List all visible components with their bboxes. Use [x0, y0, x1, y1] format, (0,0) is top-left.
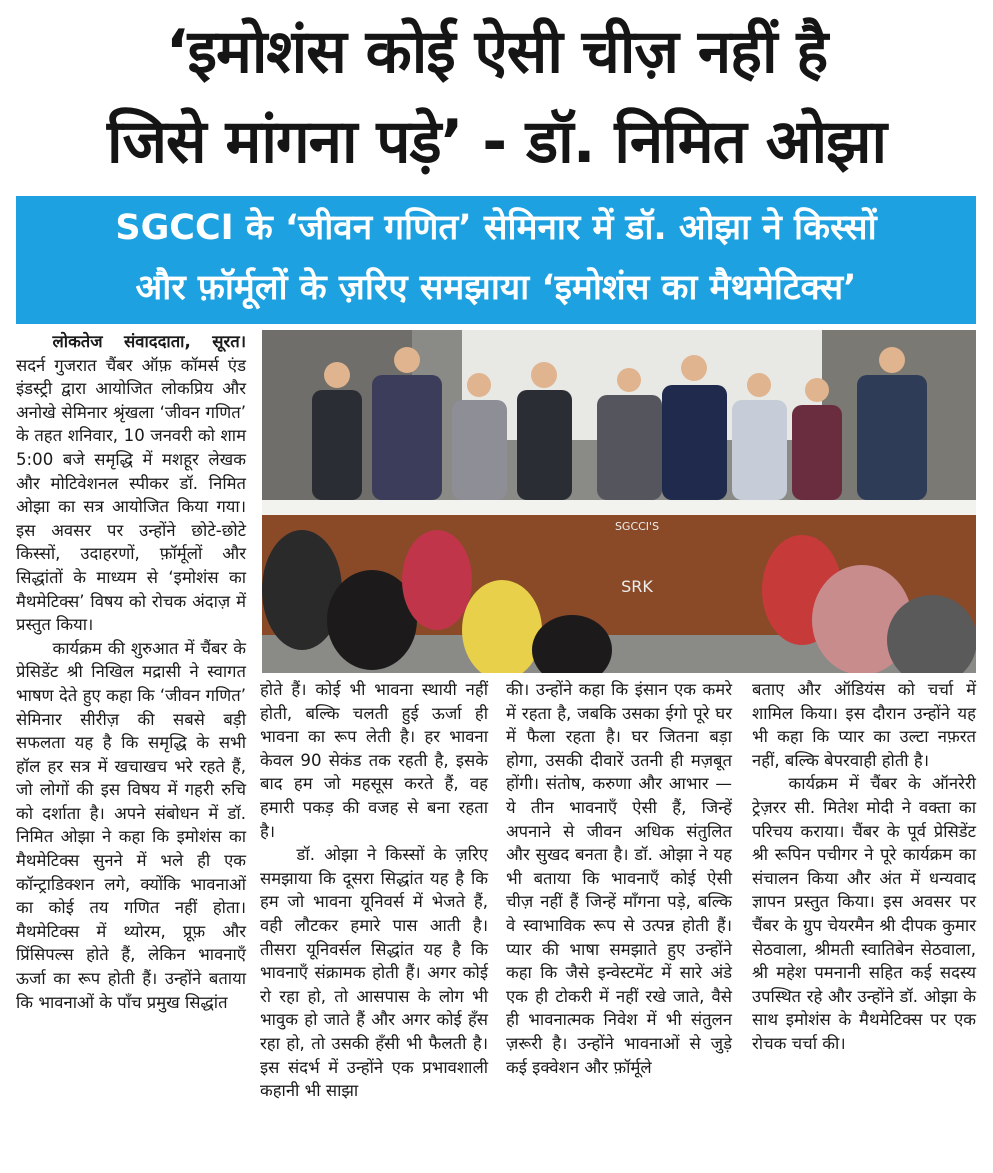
- paragraph: की। उन्होंने कहा कि इंसान एक कमरे में रहता है, जबकि उसका ईगो पूरे घर में फैला रहता है। घर जितना बड़ा होगा, उसकी दीवारें उतनी ही मज़बूत होंगी। संतोष, करुणा और आभार — ये तीन भावनाएँ ऐसी हैं, जिन्हें अपनाने से जीवन अधिक संतुलित और सुखद बनता है। डॉ. ओझा ने यह भी बताया कि भावनाएँ कोई ऐसी चीज़ नहीं हैं जिन्हें माँगना पड़े, बल्कि वे स्वाभाविक रूप से उत्पन्न होती हैं। प्यार की भाषा समझाते हुए उन्होंने कहा कि जैसे इन्वेस्टमेंट में सारे अंडे एक ही टोकरी में नहीं रखे जाते, वैसे ही भावनात्मक निवेश में भी संतुलन ज़रूरी है। उन्होंने भावनाओं से जुड़े कई इक्वेशन और फ़ॉर्मूले: [506, 680, 732, 1077]
- paragraph: कार्यक्रम में चैंबर के ऑनरेरी ट्रेज़रर सी. मितेश मोदी ने वक्ता का परिचय कराया। चैंबर के पूर्व प्रेसिडेंट श्री रूपिन पचीगर ने पूरे कार्यक्रम का संचालन किया और अंत में धन्यवाद ज्ञापन प्रस्तुत किया। इस अवसर पर चैंबर के ग्रुप चेयरमैन श्री दीपक कुमार सेठवाला, श्रीमती स्वातिबेन सेठवाला, श्री महेश पमनानी सहित कई सदस्य उपस्थित रहे और उन्होंने डॉ. ओझा के साथ इमोशंस के मैथमेटिक्स पर एक रोचक चर्चा की।: [752, 774, 976, 1053]
- paragraph: कार्यक्रम की शुरुआत में चैंबर के प्रेसिडेंट श्री निखिल मद्रासी ने स्वागत भाषण देते हुए कहा कि ‘जीवन गणित’ सेमिनार सीरीज़ की सबसे बड़ी सफलता यह है कि समृद्धि के सभी हॉल हर सत्र में खचाखच भरे रहते हैं, जो लोगों की इस विषय में गहरी रुचि को दर्शाता है। अपने संबोधन में डॉ. निमित ओझा ने कहा कि इमोशंस का मैथमेटिक्स सुनने में भले ही एक कॉन्ट्राडिक्शन लगे, क्योंकि भावनाओं का कोई तय गणित नहीं होता। मैथमेटिक्स में थ्योरम, प्रूफ़ और प्रिंसिपल्स होते हैं, लेकिन भावनाएँ ऊर्जा का रूप होती हैं। उन्होंने बताया कि भावनाओं के पाँच प्रमुख सिद्धांत: [16, 638, 246, 1012]
- article-column-4: [752, 678, 976, 1056]
- headline-line-2: जिसे मांगना पड़े’ - डॉ. निमित ओझा: [106, 107, 887, 177]
- paragraph: होते हैं। कोई भी भावना स्थायी नहीं होती, बल्कि चलती हुई ऊर्जा ही भावना का रूप लेती है। हर भावना केवल 90 सेकंड तक रहती है, इसके बाद हम जो महसूस करते हैं, वह हमारी पकड़ की वजह से बना रहता है।: [260, 680, 488, 841]
- paragraph: सदर्न गुजरात चैंबर ऑफ़ कॉमर्स एंड इंडस्ट्री द्वारा आयोजित लोकप्रिय और अनोखे सेमिनार श्रृंखला ‘जीवन गणित’ के तहत शनिवार, 10 जनवरी को शाम 5:00 बजे समृद्धि में मशहूर लेखक और मोटिवेशनल स्पीकर डॉ. निमित ओझा का सत्र आयोजित किया गया। इस अवसर पर उन्होंने छोटे-छोटे किस्सों, उदाहरणों, फ़ॉर्मूलों और सिद्धांतों के माध्यम से ‘इमोशंस का मैथमेटिक्स’ विषय को रोचक अंदाज़ में प्रस्तुत किया।: [16, 355, 246, 635]
- paragraph: बताए और ऑडियंस को चर्चा में शामिल किया। इस दौरान उन्होंने यह भी कहा कि प्यार का उल्टा नफ़रत नहीं, बल्कि बेपरवाही होती है।: [752, 680, 976, 770]
- subheadline-banner: [16, 196, 976, 324]
- paragraph: डॉ. ओझा ने किस्सों के ज़रिए समझाया कि दूसरा सिद्धांत यह है कि हम जो भावना यूनिवर्स में भेजते हैं, वही लौटकर हमारे पास आती है। तीसरा यूनिवर्सल सिद्धांत यह है कि भावनाएँ संक्रामक होती हैं। अगर कोई रो रहा हो, तो आसपास के लोग भी भावुक हो जाते हैं और अगर कोई हँस रहा हो, तो उसकी हँसी भी फैलती है। इस संदर्भ में उन्होंने एक प्रभावशाली कहानी भी साझा: [260, 845, 488, 1101]
- article-column-2: [260, 678, 488, 1103]
- dateline: लोकतेज संवाददाता, सूरत।: [52, 332, 246, 351]
- event-photo: [262, 330, 976, 673]
- headline-line-1: ‘इमोशंस कोई ऐसी चीज़ नहीं है: [165, 17, 828, 87]
- article-column-1: [16, 330, 246, 1014]
- event-photo-illustration: [262, 330, 976, 673]
- backdrop-text-sgcci: SGCCI'S: [614, 520, 660, 533]
- article-column-3: [506, 678, 732, 1079]
- backdrop-text-srk: SRK: [621, 577, 653, 596]
- subheadline-line-1: SGCCI के ‘जीवन गणित’ सेमिनार में डॉ. ओझा ने किस्सों: [115, 208, 877, 248]
- subheadline-line-2: और फ़ॉर्मूलों के ज़रिए समझाया ‘इमोशंस का मैथमेटिक्स’: [135, 268, 857, 308]
